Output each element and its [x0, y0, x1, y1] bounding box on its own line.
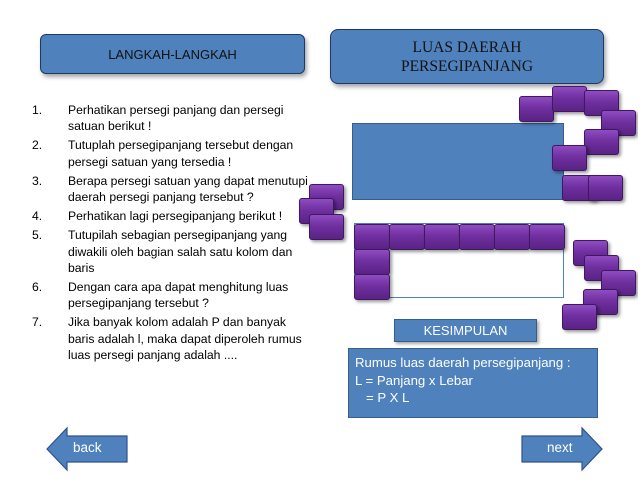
next-label: next	[547, 440, 573, 455]
step-text: Dengan cara apa dapat menghitung luas persegipanjang tersebut ?	[68, 280, 289, 311]
unit-square[interactable]	[552, 145, 587, 171]
unit-square[interactable]	[424, 224, 460, 250]
step-number: 4.	[32, 209, 43, 224]
step-item	[32, 227, 312, 276]
kesimpulan-text: KESIMPULAN	[423, 323, 508, 338]
step-number: 2.	[32, 138, 43, 153]
rumus-box	[348, 348, 598, 418]
step-item	[32, 137, 312, 169]
step-number: 3.	[32, 173, 43, 188]
step-text: Jika banyak kolom adalah P dan banyak baris adalah l, maka dapat diperoleh rumus luas persegi panjang adalah ....	[68, 315, 302, 362]
step-text: Berapa persegi satuan yang dapat menutupi daerah persegi panjang tersebut ?	[68, 173, 308, 205]
rumus-line-1: Rumus luas daerah persegipanjang :	[355, 355, 571, 370]
step-text: Perhatikan persegi panjang dan persegi satuan berikut !	[68, 103, 284, 134]
rumus-line-3: = P X L	[355, 390, 410, 405]
unit-square[interactable]	[588, 175, 623, 201]
step-text: Tutuplah persegipanjang tersebut dengan persegi satuan yang tersedia !	[68, 138, 294, 169]
unit-square[interactable]	[494, 224, 530, 250]
unit-square[interactable]	[354, 249, 390, 275]
step-number: 6.	[32, 280, 43, 295]
back-label: back	[73, 440, 102, 455]
rumus-line-2: L = Panjang x Lebar	[355, 372, 473, 388]
step-item	[32, 173, 312, 205]
langkah-title-text: LANGKAH-LANGKAH	[108, 46, 237, 62]
steps-list	[32, 102, 312, 366]
unit-square[interactable]	[354, 224, 390, 250]
luas-title-line1: LUAS DAERAH	[412, 38, 522, 56]
unit-square[interactable]	[584, 129, 619, 155]
step-item	[32, 102, 312, 134]
unit-square[interactable]	[552, 86, 587, 112]
step-number: 5.	[32, 228, 43, 243]
step-text: Perhatikan lagi persegipanjang berikut !	[68, 209, 283, 224]
unit-square[interactable]	[519, 96, 554, 122]
unit-square[interactable]	[529, 224, 565, 250]
unit-square[interactable]	[354, 274, 390, 300]
unit-square[interactable]	[459, 224, 495, 250]
step-item	[32, 279, 312, 311]
step-item	[32, 314, 312, 363]
filled-rectangle	[352, 123, 564, 200]
step-number: 7.	[32, 315, 43, 330]
kesimpulan-label	[394, 319, 537, 342]
step-text: Tutupilah sebagian persegipanjang yang diwakili oleh bagian salah satu kolom dan baris	[68, 228, 293, 275]
next-button[interactable]	[520, 426, 604, 472]
unit-square[interactable]	[309, 214, 344, 240]
unit-square[interactable]	[389, 224, 425, 250]
back-button[interactable]	[45, 426, 129, 472]
luas-title-line2: PERSEGIPANJANG	[400, 57, 534, 75]
unit-square[interactable]	[562, 304, 597, 330]
luas-daerah-title	[330, 29, 604, 84]
step-item	[32, 208, 312, 224]
langkah-langkah-title	[40, 34, 305, 74]
step-number: 1.	[32, 103, 43, 117]
